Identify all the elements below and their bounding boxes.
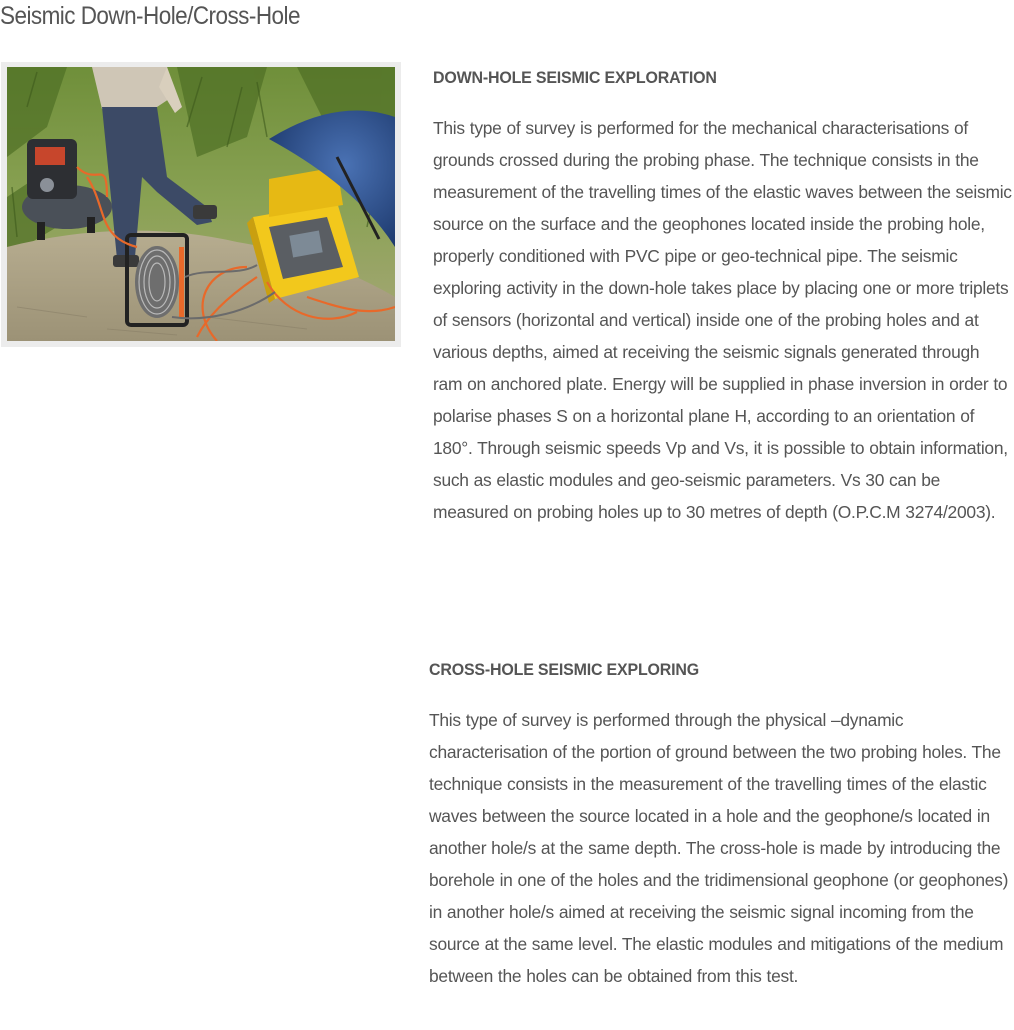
page-title: Seismic Down-Hole/Cross-Hole <box>0 2 300 30</box>
section-heading: CROSS-HOLE SEISMIC EXPLORING <box>429 660 699 679</box>
section-cross-hole <box>429 656 1009 992</box>
survey-photo <box>7 67 395 341</box>
survey-photo-frame <box>1 62 401 347</box>
section-body: This type of survey is performed for the mechanical characterisations of grounds crossed during the probing phase. The technique consists in the measurement of the travelling times of the elastic waves between the seismic source on the surface and the geophones located inside the probing hole, properly conditioned with PVC pipe or geo-technical pipe. The seismic exploring activity in the down-hole takes place by placing one or more triplets of sensors (horizontal and vertical) inside one of the probing holes and at various depths, aimed at receiving the seismic signals generated through ram on anchored plate. Energy will be supplied in phase inversion in order to polarise phases S on a horizontal plane H, according to an orientation of 180°. Through seismic speeds Vp and Vs, it is possible to obtain information, such as elastic modules and geo-seismic parameters. Vs 30 can be measured on probing holes up to 30 metres of depth (O.P.C.M 3274/2003). <box>433 118 1012 522</box>
section-down-hole <box>433 64 1013 528</box>
section-heading: DOWN-HOLE SEISMIC EXPLORATION <box>433 68 717 87</box>
section-body: This type of survey is performed through the physical –dynamic characterisation of the portion of ground between the two probing holes. The technique consists in the measurement of the travelling times of the elastic waves between the source located in a hole and the geophone/s located in another hole/s at the same depth. The cross-hole is made by introducing the borehole in one of the holes and the tridimensional geophone (or geophones) in another hole/s aimed at receiving the seismic signal incoming from the source at the same level. The elastic modules and mitigations of the medium between the holes can be obtained from this test. <box>429 710 1009 986</box>
